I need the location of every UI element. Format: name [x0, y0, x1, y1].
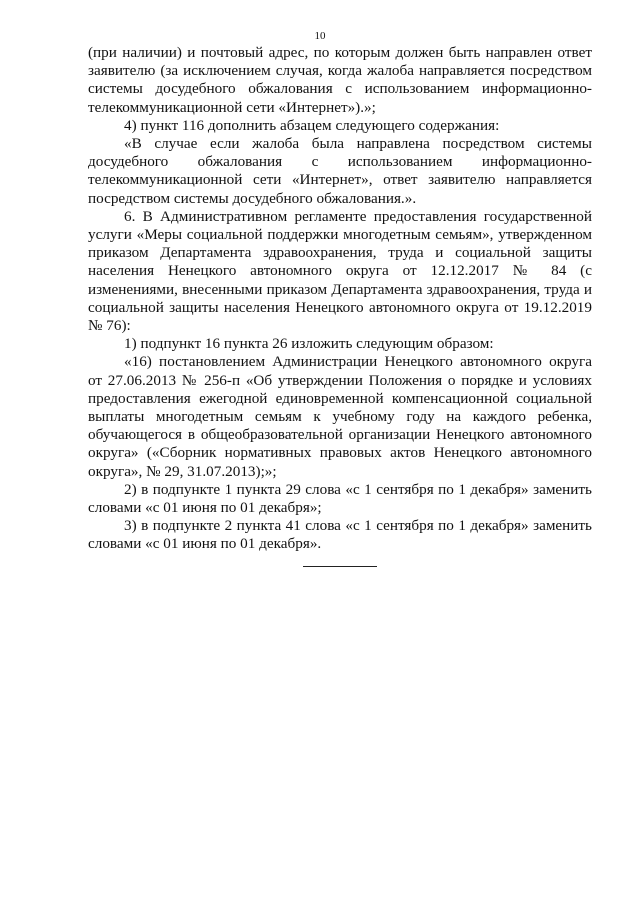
paragraph-quoted-addition: «В случае если жалоба была направлена посредством системы досудебного обжалования с использованием информационно-телекоммуникационной сети «Интернет», ответ заявителю направляется посредством системы досудебного обжалования.».	[88, 135, 592, 207]
end-divider-line	[303, 566, 377, 567]
page-number: 10	[314, 30, 326, 42]
paragraph-subitem-2: 2) в подпункте 1 пункта 29 слова «с 1 сентября по 1 декабря» заменить словами «с 01 июня по 01 декабря»;	[88, 480, 592, 517]
paragraph-quoted-16: «16) постановлением Администрации Ненецкого автономного округа от 27.06.2013 № 256-п «Об утверждении Положения о порядке и условиях предоставления ежегодной единовременной компенсационной социальной выплаты многодетным семьям к учебному году на каждого ребенка, обучающегося в общеобразовательной организации Ненецкого автономного округа» («Сборник нормативных правовых актов Ненецкого автономного округа», № 29, 31.07.2013);»;	[88, 353, 592, 480]
paragraph-item-4: 4) пункт 116 дополнить абзацем следующего содержания:	[124, 116, 500, 134]
paragraph-section-6: 6. В Административном регламенте предоставления государственной услуги «Меры социальной поддержки многодетным семьям», утвержденном приказом Департамента здравоохранения, труда и социальной защиты населения Ненецкого автономного округа от 12.12.2017 № 84 (с изменениями, внесенными приказом Департамента здравоохранения, труда и социальной защиты населения Ненецкого автономного округа от 19.12.2019 № 76):	[88, 207, 592, 335]
paragraph-subitem-3: 3) в подпункте 2 пункта 41 слова «с 1 сентября по 1 декабря» заменить словами «с 01 июня по 01 декабря».	[88, 517, 592, 553]
paragraph-continuation: (при наличии) и почтовый адрес, по которым должен быть направлен ответ заявителю (за исключением случая, когда жалоба направляется посредством системы досудебного обжалования с использованием информационно-телекоммуникационной сети «Интернет»).»;	[88, 44, 592, 116]
paragraph-subitem-1: 1) подпункт 16 пункта 26 изложить следующим образом:	[124, 335, 494, 353]
document-body	[88, 44, 592, 554]
